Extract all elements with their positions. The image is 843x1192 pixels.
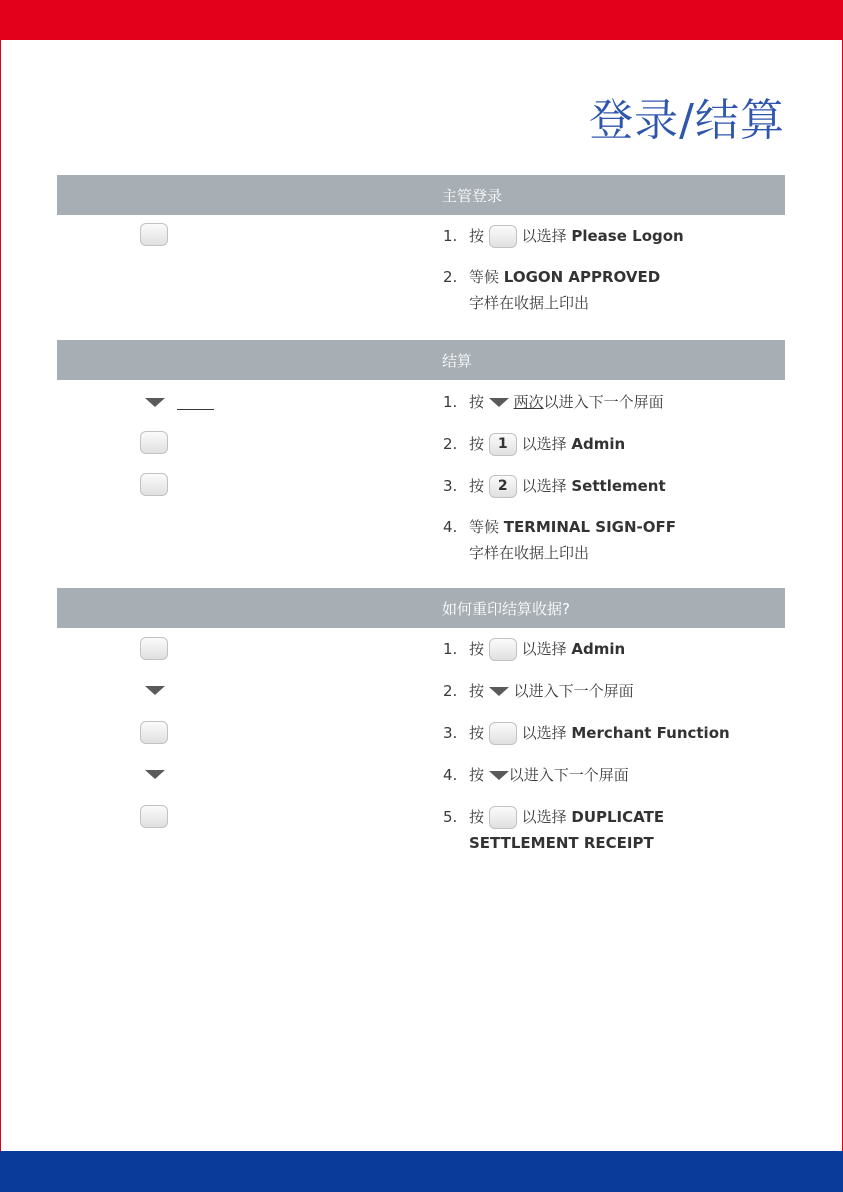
section-header-reprint-settlement [57,588,785,628]
step-text: 以选择 [521,808,567,826]
step-continuation: SETTLEMENT RECEIPT [469,834,654,852]
step-text: 以进入下一个屏面 [508,766,629,784]
twice-underline-mark [177,409,214,410]
down-arrow-icon [145,770,165,779]
step-item [443,473,666,499]
step-text: 以选择 [521,227,567,245]
step-number: 1. [443,393,458,411]
step-item [443,720,730,746]
step-text: 等候 [469,518,500,536]
step-text: 以进入下一个屏面 [543,393,664,411]
step-number: 1. [443,227,458,245]
step-number: 2. [443,268,458,286]
page-title: 登录/结算 [589,95,785,146]
key-icon [489,722,517,745]
step-item [443,223,684,249]
terminal-key-icon [140,431,168,454]
section-header-settlement [57,340,785,380]
step-text: 以进入下一个屏面 [513,682,634,700]
step-continuation: 字样在收据上印出 [469,544,590,562]
down-arrow-icon [489,771,509,780]
step-item [443,804,664,856]
down-arrow-icon [489,398,509,407]
key-icon [489,225,517,248]
step-text: 按 [469,393,485,411]
step-number: 2. [443,435,458,453]
step-emphasis: TERMINAL SIGN-OFF [503,518,676,536]
step-underlined: 两次 [513,393,544,411]
step-text: 按 [469,808,485,826]
step-emphasis: LOGON APPROVED [503,268,661,286]
step-number: 2. [443,682,458,700]
down-arrow-icon [489,687,509,696]
step-item [443,514,676,566]
step-text: 按 [469,435,485,453]
step-text: 按 [469,477,485,495]
step-text: 按 [469,724,485,742]
top-color-bar [0,0,843,40]
step-number: 3. [443,477,458,495]
step-emphasis: Merchant Function [571,724,730,742]
section-header-supervisor-logon [57,175,785,215]
step-item [443,762,629,788]
step-text: 以选择 [521,640,567,658]
section-title: 主管登录 [442,187,503,205]
step-item [443,678,634,704]
terminal-key-icon [140,637,168,660]
step-number: 4. [443,518,458,536]
step-emphasis: Please Logon [571,227,684,245]
step-number: 1. [443,640,458,658]
step-number: 5. [443,808,458,826]
step-emphasis: DUPLICATE [571,808,665,826]
section-title: 如何重印结算收据? [442,600,570,618]
step-text: 以选择 [521,477,567,495]
step-text: 按 [469,227,485,245]
terminal-key-icon [140,223,168,246]
key-icon: 2 [489,475,517,498]
step-text: 按 [469,640,485,658]
step-text: 按 [469,766,485,784]
step-number: 4. [443,766,458,784]
down-arrow-icon [145,398,165,407]
step-number: 3. [443,724,458,742]
step-item [443,264,660,316]
step-emphasis: Admin [571,435,626,453]
step-text: 等候 [469,268,500,286]
step-continuation: 字样在收据上印出 [469,294,590,312]
step-emphasis: Settlement [571,477,666,495]
bottom-color-bar [0,1151,843,1192]
step-text: 以选择 [521,724,567,742]
terminal-key-icon [140,473,168,496]
section-title: 结算 [442,352,473,370]
step-emphasis: Admin [571,640,626,658]
key-icon: 1 [489,433,517,456]
terminal-key-icon [140,805,168,828]
step-item [443,389,664,415]
left-border [0,0,1,1192]
terminal-key-icon [140,721,168,744]
step-item [443,636,625,662]
key-icon [489,806,517,829]
key-icon [489,638,517,661]
step-item [443,431,625,457]
step-text: 按 [469,682,485,700]
step-text: 以选择 [521,435,567,453]
down-arrow-icon [145,686,165,695]
